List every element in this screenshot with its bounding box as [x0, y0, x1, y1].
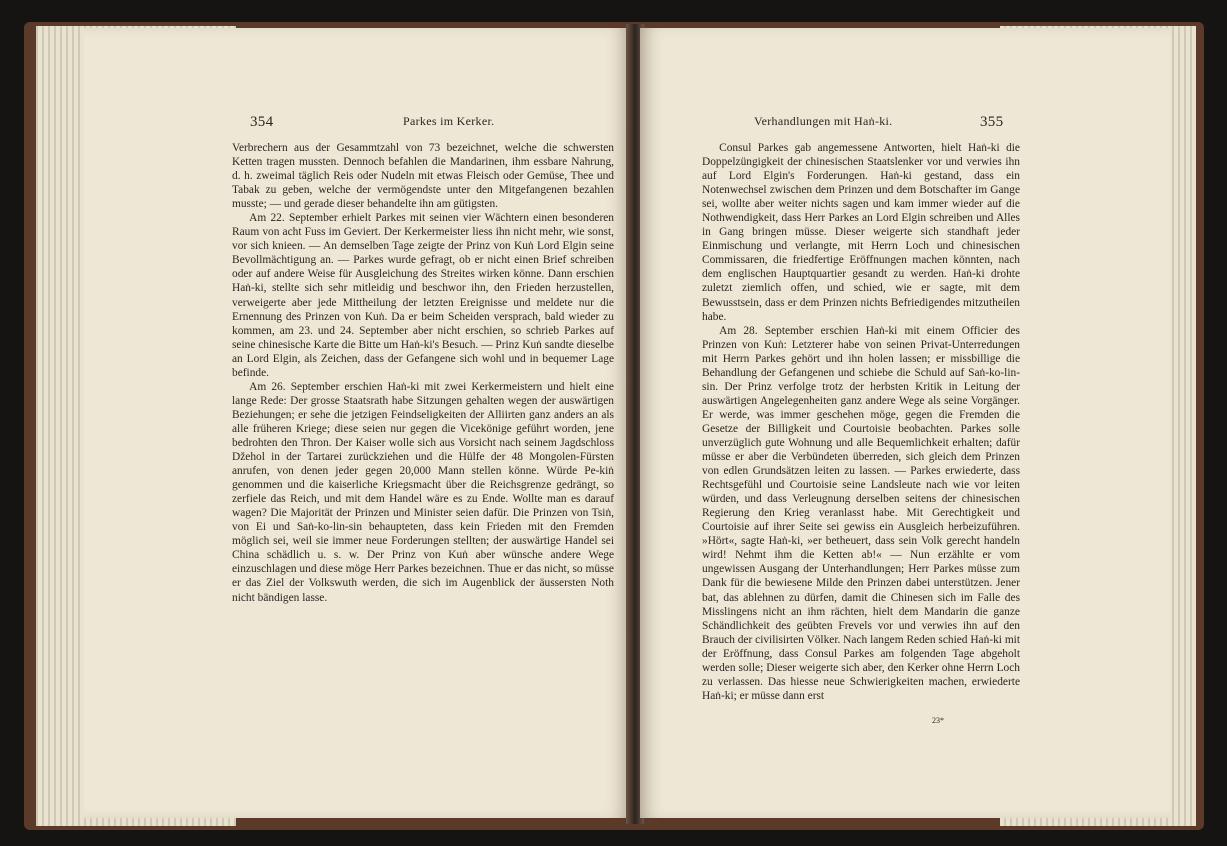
right-body-text	[702, 141, 1020, 703]
left-paragraph: Am 26. September erschien Haṅ-ki mit zwei Kerkermeistern und hielt eine lange Rede: Der grosse Staatsrath habe Sitzungen gehalten wegen der auswärtigen Beziehungen; er sehe die jetzigen Feindseligkeiten der Alliirten ganz anders an als alle früheren Kriege; diese seien nur gegen die Vicekönige geführt worden, jene bedrohten den Thron. Der Kaiser wolle sich aus Vorsicht nach seinem Jagdschloss Džehol in der Tartarei zurückziehen und die Hülfe der 48 Mongolen-Fürsten anrufen, von denen jeder gegen 20,000 Mann stellen könne. Würde Pe-kiṅ genommen und die kaiserliche Kriegsmacht über die Reichsgrenze gedrängt, so zerfiele das Reich, und mit dem Handel wäre es zu Ende. Wollte man es darauf wagen? Die Majorität der Prinzen und Minister seien dafür. Die Prinzen von Tsiṅ, von Ei und Saṅ-ko-lin-sin behaupteten, dass kein Frieden mit den Fremden möglich sei, weil sie immer neue Forderungen stellten; der auswärtige Handel sei China schädlich u. s. w. Der Prinz von Kuṅ aber wünsche andere Wege einzuschlagen und diese möge Herr Parkes bezeichnen. Thue er das nicht, so müsse er das Ziel der Volkswuth werden, die sich im Augenblick der äussersten Noth nicht bändigen lasse.	[232, 380, 614, 604]
left-paragraph: Am 22. September erhielt Parkes mit seinen vier Wächtern einen besonderen Raum von acht Fuss im Geviert. Der Kerkermeister liess ihn nicht mehr, wie sonst, vor sich knieen. — An demselben Tage zeigte der Prinz von Kuṅ Lord Elgin seine Bevollmächtigung an. — Parkes wurde gefragt, ob er nicht einen Brief schreiben oder auf andere Weise für Ausgleichung des Streites wirken könne. Dann erschien Haṅ-ki, stellte sich sehr mitleidig und beschwor ihn, den Frieden herzustellen, verweigerte aber jede Mittheilung der letzten Ereignisse und meldete nur die Ernennung des Prinzen von Kuṅ. Da er beim Scheiden versprach, bald wieder zu kommen, am 23. und 24. September aber nicht erschien, so schrieb Parkes auf seine chinesische Karte die Bitte um Haṅ-ki's Besuch. — Prinz Kuṅ sandte dieselbe an Lord Elgin, als Zeichen, dass der Gefangene sich wohl und in bequemer Lage befinde.	[232, 212, 614, 379]
right-page-number: 355	[980, 114, 1004, 130]
left-paragraph: Verbrechern aus der Gesammtzahl von 73 bezeichnet, welche die schwersten Ketten tragen mussten. Dennoch befahlen die Mandarinen, ihm essbare Nahrung, d. h. zweimal täglich Reis oder Nudeln mit etwas Fleisch oder Gemüse, Thee und Tabak zu geben, welche der vermögendste unter den Mitgefangenen bezahlen musste; — und gerade dieser behandelte ihn am gütigsten.	[232, 142, 614, 211]
left-running-head: Parkes im Kerker.	[403, 114, 495, 128]
right-running-head: Verhandlungen mit Haṅ-ki.	[754, 114, 893, 128]
left-page-number: 354	[250, 114, 274, 130]
left-body-text	[232, 141, 614, 605]
right-paragraph: Am 28. September erschien Haṅ-ki mit einem Officier des Prinzen von Kuṅ: Letzterer habe von seinen Privat-Unterredungen mit Herrn Parkes gehört und ihn holen lassen; er missbillige die Behandlung der Gefangenen und schiebe die Schuld auf Saṅ-ko-lin-sin. Der Prinz verfolge trotz der herbsten Kritik in Leitung der auswärtigen Angelegenheiten ganz andere Wege als seine Vorgänger. Er werde, was immer geschehen möge, gegen die Fremden die Gesetze der Billigkeit und Courtoisie beobachten. Parkes solle unverzüglich gute Wohnung und alle Bequemlichkeit erhalten; dafür müsse er aber die Verbündeten überreden, sich gleich dem Prinzen von edlen Grundsätzen leiten zu lassen. — Parkes erwiederte, dass Rechtsgefühl und Courtoisie seine Landsleute nach wie vor leiten würden, und dass Verleugnung derselben seitens der chinesischen Regierung den Krieg veranlasst habe. Mit Gerechtigkeit und Courtoisie auf ihrer Seite sei gewiss ein Ausgleich herbeizuführen. »Hört«, sagte Haṅ-ki, »er betheuert, dass sein Volk gerecht handeln wird! Nehmt ihm die Ketten ab!« — Nun erzählte er vom ungewissen Ausgang der Unterhandlungen; Herr Parkes müsse zum Dank für die bewiesene Milde den Prinzen dabei unterstützen. Jener bat, das ablehnen zu dürfen, damit die Chinesen sich im Falle des Misslingens nicht an ihm rächten, hielt dem Mandarin die ganze Schändlichkeit des geübten Frevels vor und verwies ihn auf den Brauch der civilisirten Völker. Nach langem Reden schied Haṅ-ki mit der Eröffnung, dass Consul Parkes am folgenden Tage abgeholt werden solle; Dieser weigerte sich aber, den Kerker ohne Herrn Loch zu verlassen. Das hiesse neue Schwierigkeiten machen, erwiederte Haṅ-ki; er müsse dann erst	[702, 324, 1021, 702]
left-page	[84, 28, 629, 818]
signature-mark: 23*	[932, 716, 944, 725]
right-page	[640, 28, 1170, 818]
right-paragraph: Consul Parkes gab angemessene Antworten, hielt Haṅ-ki die Doppelzüngigkeit der chinesischen Staatslenker vor und verwies ihn auf Lord Elgin's Forderungen. Haṅ-ki gestand, dass ein Notenwechsel zwischen dem Prinzen und dem Botschafter im Gange sei, wollte aber weiter nichts sagen und kam immer wieder auf die Nothwendigkeit, dass Herr Parkes an Lord Elgin schreiben und Alles in Gang bringen müsse. Dieser weigerte sich standhaft jeder Einmischung und verlangte, mit Herrn Loch und chinesischen Commissaren, die friedfertige Eröffnungen machen könnten, nach dem englischen Hauptquartier gesandt zu werden. Haṅ-ki drohte zuletzt ziemlich offen, und schied, wie er sagte, mit dem Bewusstsein, dass er dem Prinzen nichts Befriedigendes mitzutheilen habe.	[702, 142, 1020, 323]
